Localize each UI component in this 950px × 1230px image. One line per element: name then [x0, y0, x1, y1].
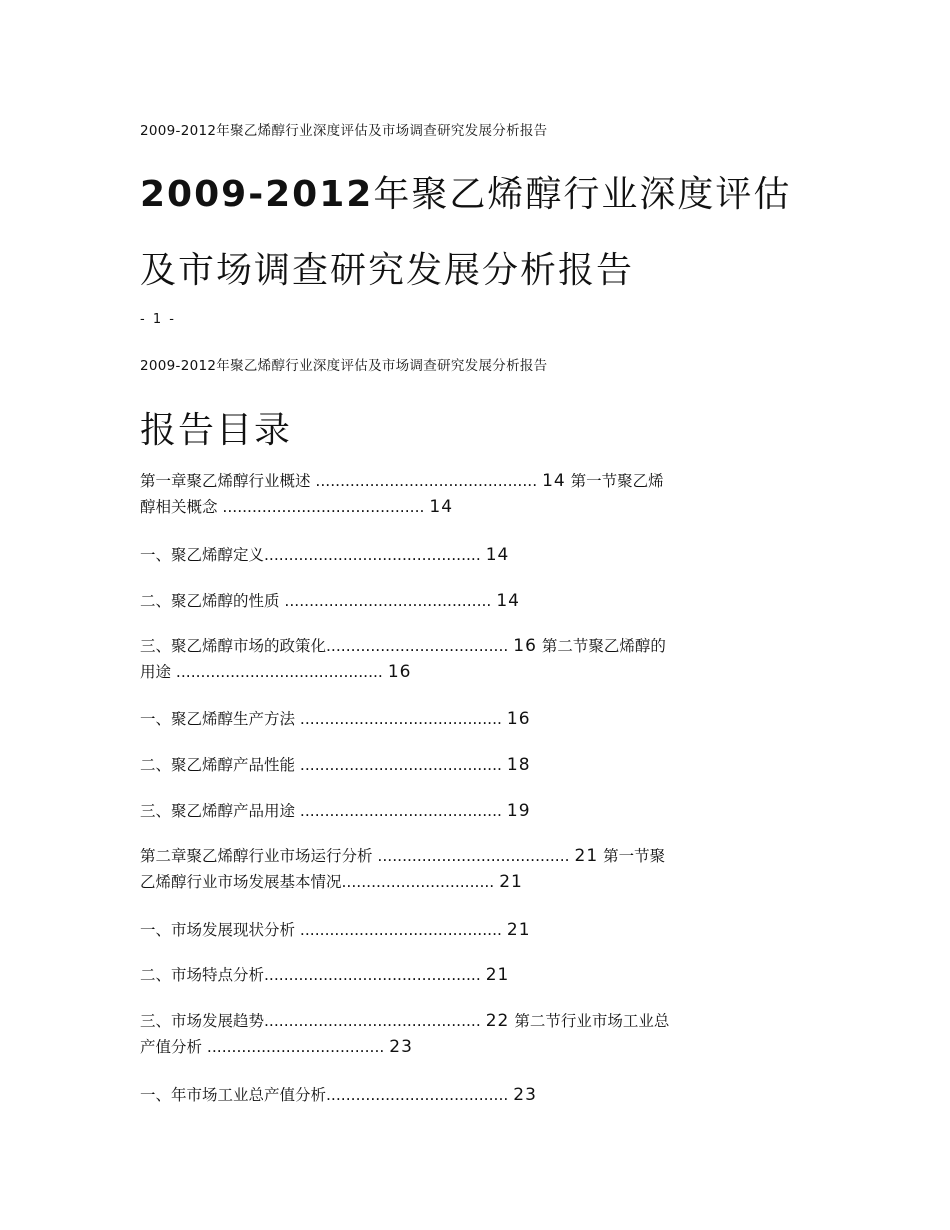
toc-page-number: 21 — [574, 846, 599, 866]
toc-page-number: 23 — [513, 1085, 537, 1105]
title-year-range: 2009-2012 — [140, 174, 374, 215]
toc-entry-text: 第二章聚乙烯醇行业市场运行分析 ....................................... — [140, 847, 570, 865]
toc-line — [140, 633, 820, 659]
toc-entry-text: 一、年市场工业总产值分析..................................... — [140, 1086, 509, 1104]
toc-page-number: 21 — [506, 920, 531, 940]
toc-line — [140, 869, 820, 895]
toc-entry[interactable] — [140, 588, 820, 614]
toc-entry-text: 第一章聚乙烯醇行业概述 ............................................. — [140, 472, 538, 490]
title-text: 年聚乙烯醇行业深度评估 — [373, 174, 792, 215]
toc-entry[interactable] — [140, 752, 820, 778]
toc-line — [140, 1034, 820, 1060]
toc-entry-text: 三、市场发展趋势............................................ — [140, 1012, 481, 1030]
toc-line — [140, 706, 820, 732]
toc-line — [140, 962, 820, 988]
toc-entry-text: 醇相关概念 ......................................... — [140, 498, 425, 516]
toc-entry-text: 二、聚乙烯醇产品性能 ......................................... — [140, 756, 502, 774]
document-title-line-1 — [140, 166, 791, 217]
toc-entry[interactable] — [140, 633, 820, 685]
title-text-continued: 及市场调查研究发展分析报告 — [140, 250, 635, 291]
toc-page-number: 14 — [542, 471, 566, 491]
toc-line — [140, 1008, 820, 1034]
toc-entry[interactable] — [140, 962, 820, 988]
toc-line — [140, 798, 820, 824]
toc-page-number: 16 — [387, 662, 412, 682]
running-header-page-2: 2009-2012年聚乙烯醇行业深度评估及市场调查研究发展分析报告 — [140, 358, 548, 374]
toc-page-number: 22 — [485, 1011, 510, 1031]
toc-line — [140, 752, 820, 778]
toc-line — [140, 494, 820, 520]
toc-entry[interactable] — [140, 542, 820, 568]
toc-page-number: 16 — [506, 709, 531, 729]
toc-page-number: 21 — [485, 965, 510, 985]
toc-entry-continuation: 第二节聚乙烯醇的 — [541, 637, 666, 655]
toc-entry-text: 三、聚乙烯醇市场的政策化..................................... — [140, 637, 509, 655]
toc-line — [140, 659, 820, 685]
toc-entry-text: 一、市场发展现状分析 ......................................... — [140, 921, 502, 939]
toc-page-number: 14 — [485, 545, 510, 565]
toc-line — [140, 1082, 820, 1108]
toc-line — [140, 843, 820, 869]
toc-entry[interactable] — [140, 1082, 820, 1108]
toc-line — [140, 588, 820, 614]
toc-entry[interactable] — [140, 468, 820, 520]
toc-entry[interactable] — [140, 843, 820, 895]
toc-entry[interactable] — [140, 917, 820, 943]
toc-entry-text: 用途 .......................................... — [140, 663, 383, 681]
toc-line — [140, 542, 820, 568]
toc-entry-continuation: 第二节行业市场工业总 — [514, 1012, 670, 1030]
toc-page-number: 19 — [506, 801, 531, 821]
page-number: - 1 - — [140, 312, 176, 327]
toc-entry[interactable] — [140, 706, 820, 732]
toc-page-number: 21 — [499, 872, 523, 892]
toc-line — [140, 917, 820, 943]
toc-page-number: 18 — [506, 755, 531, 775]
toc-entry-text: 二、市场特点分析............................................ — [140, 966, 481, 984]
running-header: 2009-2012年聚乙烯醇行业深度评估及市场调查研究发展分析报告 — [140, 123, 548, 139]
toc-entry[interactable] — [140, 1008, 820, 1060]
toc-entry-text: 一、聚乙烯醇定义............................................ — [140, 546, 481, 564]
toc-entry[interactable] — [140, 798, 820, 824]
toc-entry-text: 乙烯醇行业市场发展基本情况............................... — [140, 873, 495, 891]
toc-entry-continuation: 第一节聚 — [603, 847, 666, 865]
toc-entry-text: 三、聚乙烯醇产品用途 ......................................... — [140, 802, 502, 820]
toc-page-number: 16 — [513, 636, 537, 656]
toc-page-number: 14 — [496, 591, 520, 611]
toc-line — [140, 468, 820, 494]
toc-page-number: 23 — [389, 1037, 413, 1057]
toc-page-number: 14 — [429, 497, 454, 517]
toc-entry-text: 一、聚乙烯醇生产方法 ......................................... — [140, 710, 502, 728]
toc-entry-continuation: 第一节聚乙烯 — [570, 472, 664, 490]
toc-heading: 报告目录 — [140, 410, 293, 451]
toc-entry-text: 产值分析 .................................... — [140, 1038, 385, 1056]
toc-entry-text: 二、聚乙烯醇的性质 .......................................... — [140, 592, 492, 610]
document-title-line-2 — [140, 242, 634, 293]
